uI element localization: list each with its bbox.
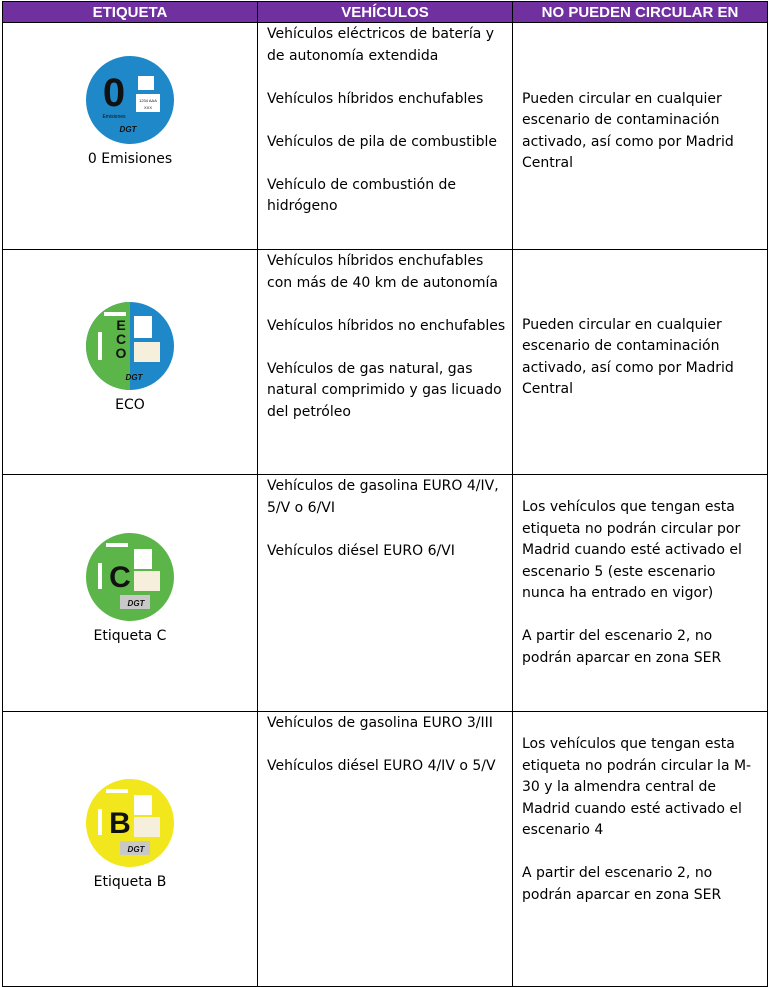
eco-badge-icon	[84, 300, 176, 392]
table-row	[3, 250, 768, 475]
vehicle-item: Vehículos híbridos enchufables con más de 40 km de autonomía	[267, 253, 498, 291]
label-cell	[3, 250, 258, 475]
vehicle-item: Vehículos de gas natural, gas natural comprimido y gas licuado del petróleo	[267, 360, 502, 420]
vehicle-item: Vehículos de gasolina EURO 4/IV, 5/V o 6/VI	[267, 478, 499, 516]
restrictions-cell	[513, 23, 768, 250]
restriction-item: Pueden circular en cualquier escenario de contaminación activado, así como por Madrid Central	[522, 316, 734, 397]
badge-plate-sub: XXX	[143, 104, 153, 110]
restrictions-cell	[513, 712, 768, 987]
badge-brand: DGT	[119, 124, 137, 134]
vehicle-item: Vehículos de gasolina EURO 3/III	[267, 715, 493, 731]
header-row	[3, 2, 768, 23]
label-name: 0 Emisiones	[87, 150, 173, 167]
restrictions-cell	[513, 475, 768, 712]
header-restrictions: NO PUEDEN CIRCULAR EN	[513, 2, 768, 23]
restriction-item: Los vehículos que tengan esta etiqueta no podrán circular la M-30 y la almendra central de Madrid cuando esté activado el escenario 4	[522, 736, 752, 838]
header-vehicles: VEHÍCULOS	[258, 2, 513, 23]
environmental-labels-table	[2, 1, 768, 987]
vehicles-cell	[258, 712, 513, 987]
b-badge-icon	[84, 777, 176, 869]
restriction-item: Pueden circular en cualquier escenario de contaminación activado, así como por Madrid Central	[522, 90, 734, 171]
vehicles-cell	[258, 23, 513, 250]
restriction-item: A partir del escenario 2, no podrán aparcar en zona SER	[522, 865, 722, 903]
table-row	[3, 475, 768, 712]
vehicle-item: Vehículo de combustión de hidrógeno	[267, 176, 457, 214]
vehicle-item: Vehículos de pila de combustible	[267, 133, 497, 150]
label-name: ECO	[115, 396, 145, 413]
badge-brand: DGT	[127, 844, 145, 854]
restrictions-cell	[513, 250, 768, 475]
c-badge-icon	[84, 531, 176, 623]
vehicle-item: Vehículos eléctricos de batería y de autonomía extendida	[267, 26, 495, 64]
zero-emissions-badge-icon	[84, 54, 176, 146]
label-name: Etiqueta C	[93, 627, 167, 644]
label-cell	[3, 475, 258, 712]
restriction-item: A partir del escenario 2, no podrán aparcar en zona SER	[522, 628, 722, 666]
badge-letter: 0	[102, 70, 126, 115]
label-cell	[3, 712, 258, 987]
vehicles-cell	[258, 250, 513, 475]
label-cell	[3, 23, 258, 250]
header-label: ETIQUETA	[3, 2, 258, 23]
label-name: Etiqueta B	[93, 873, 167, 890]
badge-brand: DGT	[127, 598, 145, 608]
vehicles-cell	[258, 475, 513, 712]
vehicle-item: Vehículos diésel EURO 6/VI	[267, 542, 455, 559]
restriction-item: Los vehículos que tengan esta etiqueta no podrán circular por Madrid cuando esté activado el escenario 5 (este escenario nunca ha entrado en vigor)	[522, 499, 742, 601]
badge-brand: DGT	[125, 372, 143, 382]
vehicle-item: Vehículos híbridos enchufables	[267, 90, 484, 107]
badge-letter: C	[109, 560, 131, 594]
badge-plate-text: 1234 AAA	[139, 97, 157, 103]
table-row	[3, 23, 768, 250]
svg-text:ECO: E C O	[115, 316, 127, 361]
badge-letter: B	[109, 806, 131, 840]
vehicle-item: Vehículos diésel EURO 4/IV o 5/V	[267, 758, 496, 774]
vehicle-item: Vehículos híbridos no enchufables	[267, 317, 506, 334]
badge-small-text: Emisiones	[102, 113, 126, 120]
table-row	[3, 712, 768, 987]
